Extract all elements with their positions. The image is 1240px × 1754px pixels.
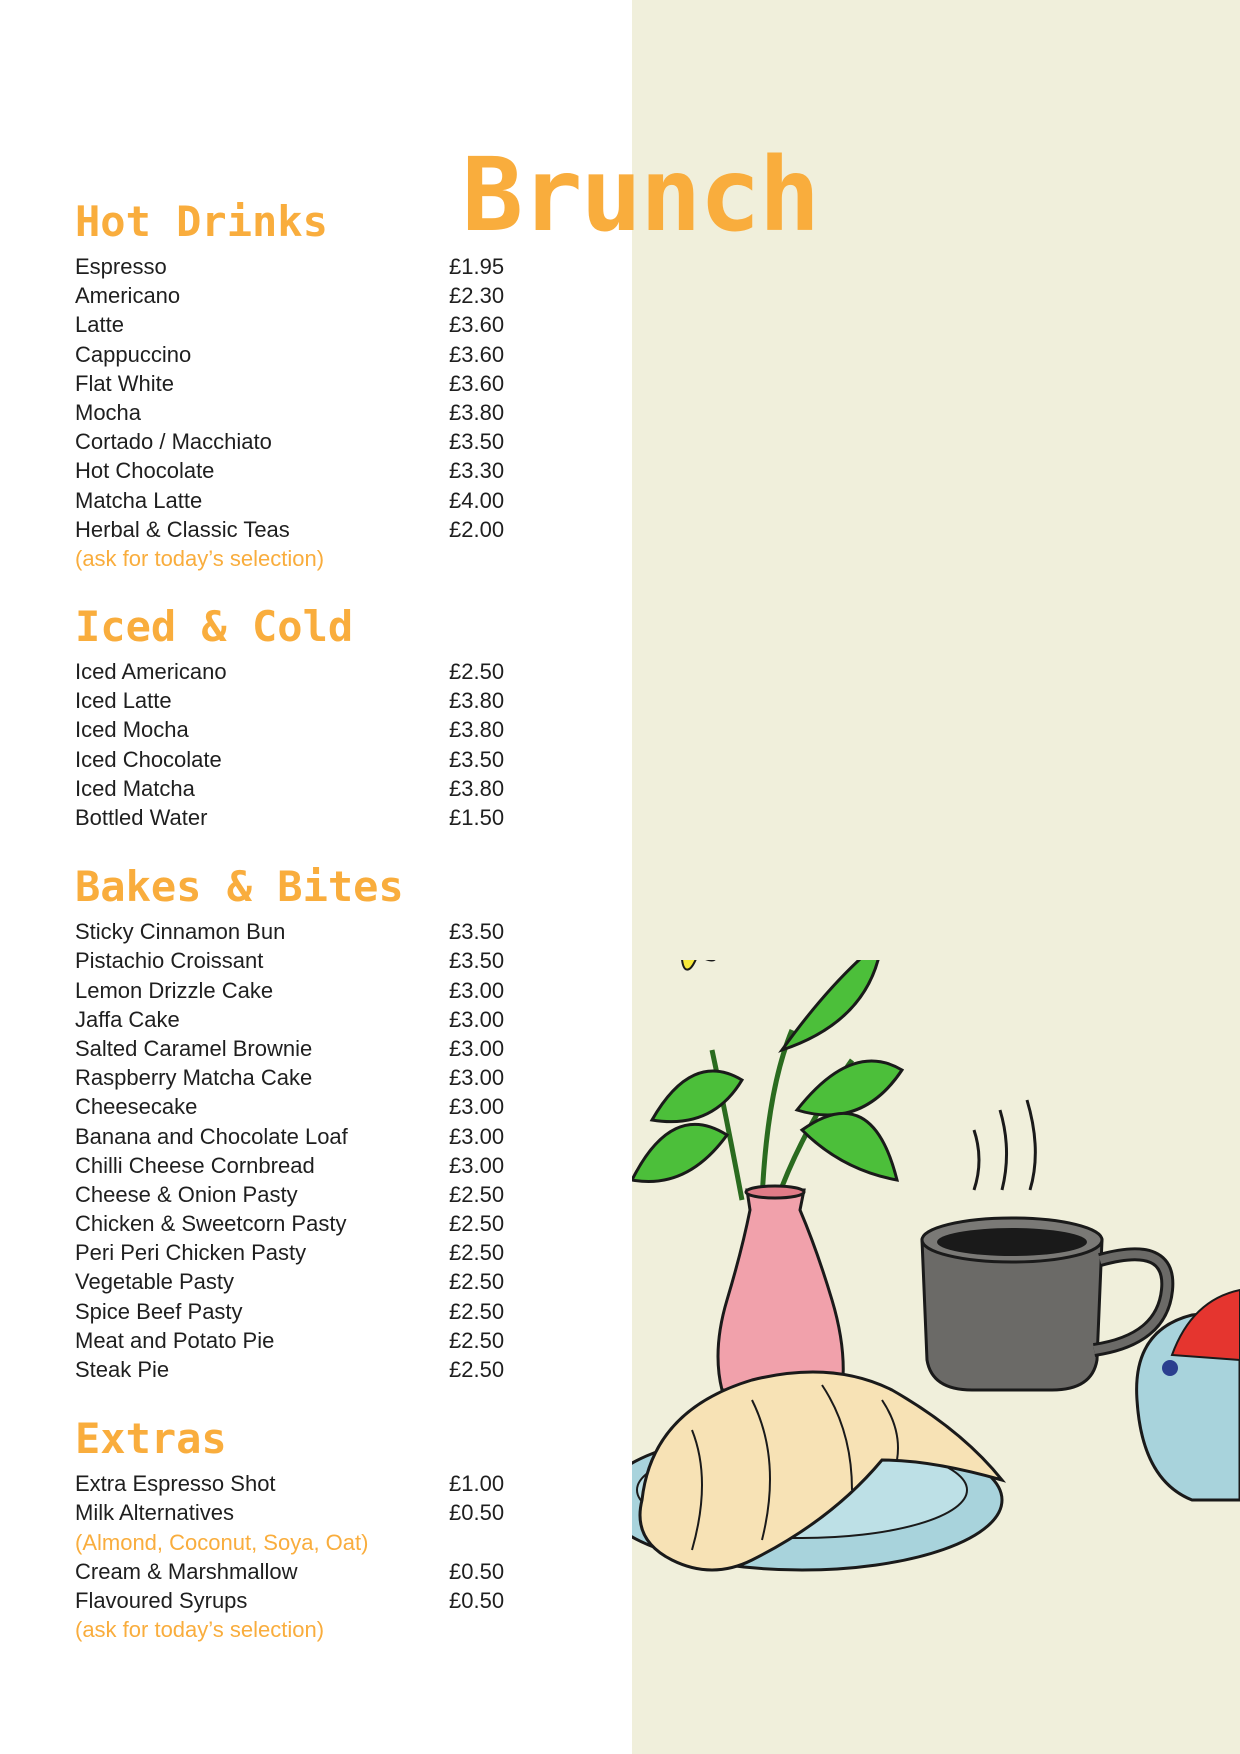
section-iced-cold: [75, 601, 515, 832]
item-price: £3.60: [449, 341, 505, 367]
item-price: £3.60: [449, 312, 505, 338]
item-name: Iced Americano: [75, 659, 227, 685]
item-price: £2.50: [449, 1357, 505, 1382]
item-name: Mocha: [75, 399, 142, 425]
page-title: Brunch: [461, 136, 819, 256]
menu-item: [75, 515, 515, 544]
menu-item: [75, 1151, 515, 1180]
item-price: £3.00: [449, 1152, 505, 1178]
item-price: £3.00: [449, 1065, 505, 1091]
item-name: Iced Matcha: [75, 775, 195, 801]
item-price: £3.00: [449, 1035, 505, 1061]
item-list: [75, 657, 515, 832]
item-price: £3.30: [449, 458, 505, 484]
item-name: Steak Pie: [75, 1357, 170, 1382]
item-price: £3.00: [449, 1094, 505, 1120]
item-name: Hot Chocolate: [75, 458, 215, 484]
item-note: (Almond, Coconut, Soya, Oat): [75, 1529, 369, 1555]
menu-item: [75, 1469, 515, 1498]
item-price: £3.50: [449, 919, 505, 945]
section-bakes-bites: [75, 861, 515, 1384]
item-price: £3.80: [449, 717, 505, 743]
menu-item: [75, 1238, 515, 1267]
menu-item: [75, 1498, 515, 1527]
item-list: [75, 917, 515, 1384]
item-name: Herbal & Classic Teas: [75, 516, 290, 542]
menu-item: [75, 976, 515, 1005]
item-name: Cheesecake: [75, 1094, 198, 1120]
item-name: Flavoured Syrups: [75, 1587, 248, 1613]
item-price: £2.50: [449, 659, 505, 685]
item-name: Salted Caramel Brownie: [75, 1035, 313, 1061]
menu-item: [75, 745, 515, 774]
item-name: Iced Latte: [75, 688, 172, 714]
section-title: Hot Drinks: [75, 197, 328, 246]
menu-item: [75, 657, 515, 686]
item-name: Iced Mocha: [75, 717, 189, 743]
item-price: £1.95: [449, 254, 505, 279]
item-name: Americano: [75, 283, 181, 309]
item-name: Latte: [75, 312, 124, 338]
menu-item: [75, 1586, 515, 1615]
menu-item: [75, 1180, 515, 1209]
item-name: Cortado / Macchiato: [75, 429, 272, 455]
item-price: £3.00: [449, 1006, 505, 1032]
item-list: [75, 1469, 515, 1615]
item-price: £2.50: [449, 1269, 505, 1295]
section-extras: [75, 1413, 515, 1644]
item-price: £2.00: [449, 516, 505, 542]
menu-item: [75, 281, 515, 310]
item-name: Jaffa Cake: [75, 1006, 180, 1032]
item-price: £2.50: [449, 1211, 505, 1237]
item-name: Peri Peri Chicken Pasty: [75, 1240, 307, 1266]
menu-item: [75, 1355, 515, 1384]
item-price: £4.00: [449, 487, 505, 513]
section-hot-drinks: [75, 196, 515, 573]
item-name: Bottled Water: [75, 805, 208, 830]
item-name: Cheese & Onion Pasty: [75, 1181, 298, 1207]
menu-item: [75, 1005, 515, 1034]
item-name: Chilli Cheese Cornbread: [75, 1152, 315, 1178]
item-price: £3.50: [449, 948, 505, 974]
menu-item: [75, 1122, 515, 1151]
item-price: £1.00: [449, 1471, 505, 1497]
item-price: £3.80: [449, 688, 505, 714]
menu-item: [75, 1209, 515, 1238]
item-price: £0.50: [449, 1587, 505, 1613]
item-price: £0.50: [449, 1500, 505, 1526]
menu-item: [75, 1557, 515, 1586]
flower-vase-icon: [632, 960, 902, 1390]
item-price: £3.50: [449, 429, 505, 455]
menu-item: [75, 803, 515, 832]
menu-item: [75, 946, 515, 975]
item-price: £2.50: [449, 1240, 505, 1266]
menu-item: [75, 917, 515, 946]
item-name: Milk Alternatives: [75, 1500, 234, 1526]
menu-item: [75, 774, 515, 803]
item-name: Cream & Marshmallow: [75, 1558, 298, 1584]
menu-item: [75, 1092, 515, 1121]
menu-item: [75, 456, 515, 485]
item-price: £0.50: [449, 1558, 505, 1584]
brunch-illustration: [632, 960, 1240, 1754]
item-price: £1.50: [449, 805, 505, 830]
menu-item: [75, 1267, 515, 1296]
item-price: £2.50: [449, 1327, 505, 1353]
section-title: Bakes & Bites: [75, 862, 404, 912]
item-name: Meat and Potato Pie: [75, 1327, 275, 1353]
section-title: Iced & Cold: [75, 602, 354, 652]
item-price: £2.50: [449, 1181, 505, 1207]
menu-item: [75, 1034, 515, 1063]
item-name: Extra Espresso Shot: [75, 1471, 276, 1497]
menu-item: [75, 715, 515, 744]
menu-item: [75, 1063, 515, 1092]
item-name: Raspberry Matcha Cake: [75, 1065, 313, 1091]
item-price: £3.80: [449, 399, 505, 425]
item-price: £3.00: [449, 977, 505, 1003]
item-name: Spice Beef Pasty: [75, 1298, 243, 1324]
item-name: Flat White: [75, 370, 175, 396]
item-price: £3.50: [449, 746, 505, 772]
item-price: £3.60: [449, 370, 505, 396]
item-price: £2.30: [449, 283, 505, 309]
item-name: Matcha Latte: [75, 487, 203, 513]
item-name: Iced Chocolate: [75, 746, 222, 772]
section-note: (ask for today’s selection): [75, 545, 325, 571]
menu-item: [75, 686, 515, 715]
menu-item: [75, 427, 515, 456]
item-name: Lemon Drizzle Cake: [75, 977, 274, 1003]
section-title: Extras: [75, 1414, 227, 1464]
item-price: £3.00: [449, 1123, 505, 1149]
item-name: Pistachio Croissant: [75, 948, 264, 974]
croissant-icon: [632, 1372, 1002, 1570]
menu-item: [75, 369, 515, 398]
coffee-cup-icon: [922, 1100, 1167, 1390]
item-name: Chicken & Sweetcorn Pasty: [75, 1211, 347, 1237]
item-name: Banana and Chocolate Loaf: [75, 1123, 348, 1149]
section-note: (ask for today’s selection): [75, 1617, 325, 1643]
item-name: Vegetable Pasty: [75, 1269, 235, 1295]
menu-item: [75, 310, 515, 339]
item-price: £2.50: [449, 1298, 505, 1324]
menu-item: [75, 1326, 515, 1355]
item-name: Sticky Cinnamon Bun: [75, 919, 286, 945]
menu-item: [75, 486, 515, 515]
menu-item: [75, 340, 515, 369]
menu-item: [75, 398, 515, 427]
item-list: [75, 252, 515, 544]
menu-item: [75, 1297, 515, 1326]
item-price: £3.80: [449, 775, 505, 801]
item-name: Espresso: [75, 254, 167, 279]
menu-item: [75, 252, 515, 281]
item-name: Cappuccino: [75, 341, 192, 367]
menu-list: [75, 196, 515, 1644]
